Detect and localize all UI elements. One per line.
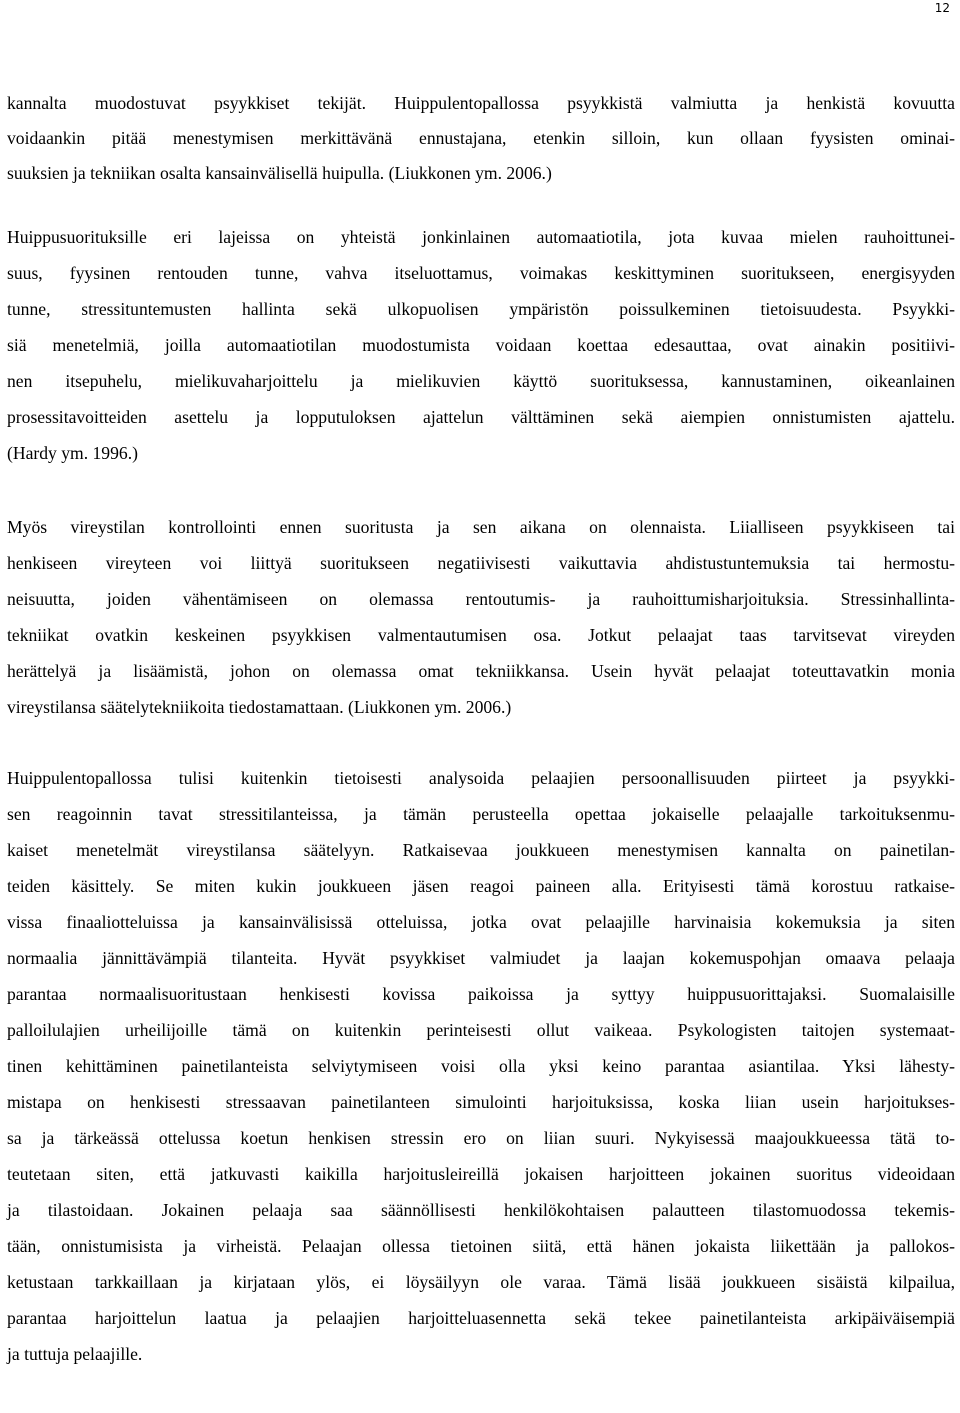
text-line: ja tilastoidaan. Jokainen pelaaja saa säännöllisesti henkilökohtaisen palautteen tilastomuodossa tekemis- [7, 1200, 955, 1220]
text-line: neisuutta, joiden vähentämiseen on olemassa rentoutumis- ja rauhoittumisharjoituksia. Stressinhallinta- [7, 589, 955, 609]
text-line: palloilulajien urheilijoille tämä on kuitenkin perinteisesti ollut vaikeaa. Psykologisten taitojen systemaat- [7, 1020, 955, 1040]
text-line: herättelyä ja lisäämistä, johon on olemassa omat tekniikkansa. Usein hyvät pelaajat toteuttavatkin monia [7, 661, 955, 681]
paragraph-1 [7, 86, 955, 191]
text-line: suus, fyysinen rentouden tunne, vahva itseluottamus, voimakas keskittyminen suoritukseen, energisyyden [7, 263, 955, 283]
text-line: parantaa harjoittelun laatua ja pelaajien harjoitteluasennetta sekä tekee painetilanteista arkipäiväisempiä [7, 1308, 955, 1328]
text-line: nen itsepuhelu, mielikuvaharjoittelu ja mielikuvien käyttö suorituksessa, kannustaminen, oikeanlainen [7, 371, 955, 391]
text-line: vissa finaaliotteluissa ja kansainvälisissä otteluissa, jotka ovat pelaajille harvinaisia kokemuksia ja siten [7, 912, 955, 932]
text-line: siä menetelmiä, joilla automaatiotilan muodostumista voidaan koettaa edesauttaa, ovat ainakin positiivi- [7, 335, 955, 355]
text-line: ketustaan tarkkaillaan ja kirjataan ylös, ei löysäilyyn ole varaa. Tämä lisää joukkueen sisäistä kilpailua, [7, 1272, 955, 1292]
text-line: sa ja tärkeässä ottelussa koetun henkisen stressin ero on liian suuri. Nykyisessä maajoukkueessa tätä to- [7, 1128, 955, 1148]
text-line: parantaa normaalisuoritustaan henkisesti kovissa paikoissa ja syttyy huippusuorittajaksi. Suomalaisille [7, 984, 955, 1004]
text-line: vireystilansa säätelytekniikoita tiedostamattaan. (Liukkonen ym. 2006.) [7, 697, 512, 717]
paragraph-3 [7, 509, 955, 725]
text-line: teiden käsittely. Se miten kukin joukkueen jäsen reagoi paineen alla. Erityisesti tämä korostuu ratkaise- [7, 876, 955, 896]
text-line: normaalia jännittävämpiä tilanteita. Hyvät psyykkiset valmiudet ja laajan kokemuspohjan omaava pelaaja [7, 948, 955, 968]
text-line: mistapa on henkisesti stressaavan painetilanteen simulointi harjoituksissa, koska liian usein harjoitukses- [7, 1092, 955, 1112]
text-line: prosessitavoitteiden asettelu ja lopputuloksen ajattelun välttäminen sekä aiempien onnistumisten ajattelu. [7, 407, 955, 427]
text-line: tinen kehittäminen painetilanteista selviytymiseen voisi olla yksi keino parantaa asiantilaa. Yksi lähesty- [7, 1056, 955, 1076]
text-line: sen reagoinnin tavat stressitilanteissa, ja tämän perusteella opettaa jokaiselle pelaajalle tarkoituksenmu- [7, 804, 955, 824]
text-line: suuksien ja tekniikan osalta kansainvälisellä huipulla. (Liukkonen ym. 2006.) [7, 163, 552, 183]
page-number: 12 [934, 1, 950, 15]
text-line: Huippulentopallossa tulisi kuitenkin tietoisesti analysoida pelaajien persoonallisuuden piirteet ja psyykki- [7, 768, 955, 788]
text-line: Myös vireystilan kontrollointi ennen suoritusta ja sen aikana on olennaista. Liialliseen psyykkiseen tai [7, 517, 955, 537]
text-line: tekniikat ovatkin keskeinen psyykkisen valmentautumisen osa. Jotkut pelaajat taas tarvitsevat vireyden [7, 625, 955, 645]
text-line: tään, onnistumisista ja virheistä. Pelaajan ollessa tietoinen siitä, että hänen jokaista liikettään ja pallokos- [7, 1236, 955, 1256]
text-line: (Hardy ym. 1996.) [7, 443, 138, 463]
text-line: teutetaan siten, että jatkuvasti kaikilla harjoitusleireillä jokaisen harjoitteen jokainen suoritus videoidaan [7, 1164, 955, 1184]
text-line: kannalta muodostuvat psyykkiset tekijät. Huippulentopallossa psyykkistä valmiutta ja henkistä kovuutta [7, 93, 955, 113]
text-line: kaiset menetelmät vireystilansa säätelyyn. Ratkaisevaa joukkueen menestymisen kannalta on painetilan- [7, 840, 955, 860]
text-line: henkiseen vireyteen voi liittyä suoritukseen negatiivisesti vaikuttavia ahdistustuntemuksia tai hermostu- [7, 553, 955, 573]
text-line: voidaankin pitää menestymisen merkittävänä ennustajana, etenkin silloin, kun ollaan fyysisten ominai- [7, 128, 955, 148]
paragraph-2 [7, 219, 955, 471]
text-line: tunne, stressituntemusten hallinta sekä ulkopuolisen ympäristön poissulkeminen tietoisuudesta. Psyykki- [7, 299, 955, 319]
paragraph-4 [7, 760, 955, 1372]
text-line: ja tuttuja pelaajille. [7, 1344, 143, 1364]
text-line: Huippusuorituksille eri lajeissa on yhteistä jonkinlainen automaatiotila, jota kuvaa mielen rauhoittunei- [7, 227, 955, 247]
